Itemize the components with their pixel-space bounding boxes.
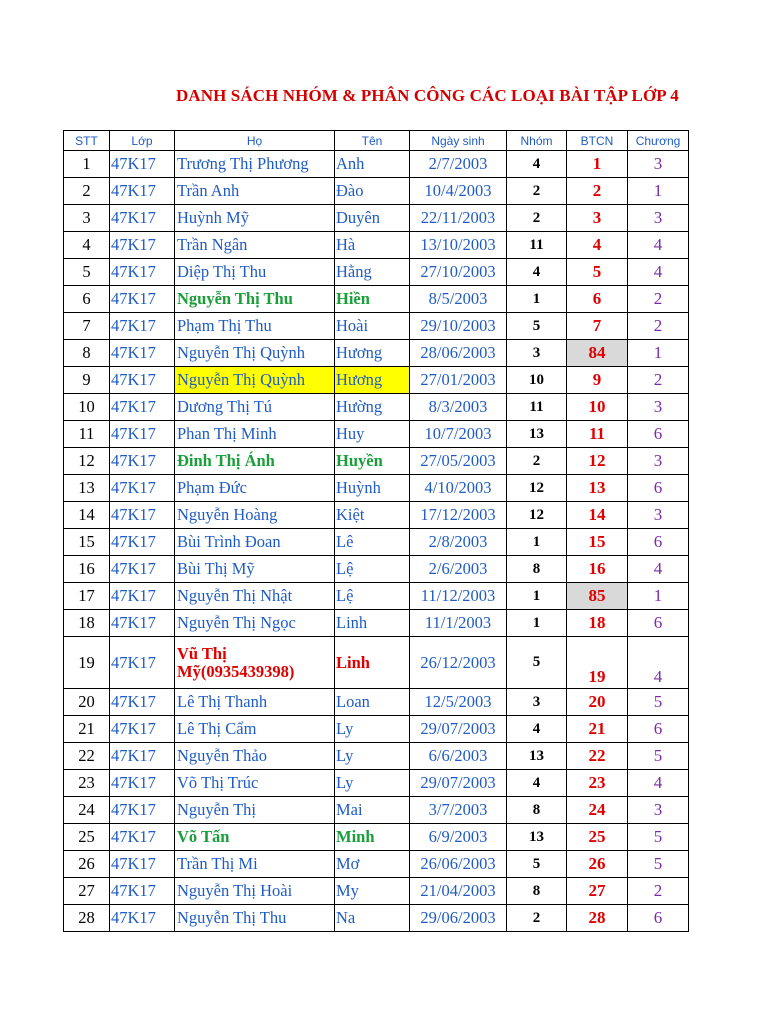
cell-ngay-sinh: 28/06/2003: [410, 340, 507, 367]
cell-ten: Duyên: [335, 205, 410, 232]
header-ho: Họ: [175, 131, 335, 151]
cell-nhom: 1: [507, 286, 567, 313]
cell-btcn: 7: [567, 313, 628, 340]
cell-ngay-sinh: 29/07/2003: [410, 716, 507, 743]
cell-chuong: 2: [628, 313, 689, 340]
cell-stt: 26: [64, 851, 110, 878]
table-row: [64, 286, 689, 313]
cell-ten: Hà: [335, 232, 410, 259]
cell-lop: 47K17: [110, 851, 175, 878]
table-row: [64, 259, 689, 286]
table-row: [64, 394, 689, 421]
cell-btcn: 25: [567, 824, 628, 851]
header-nhom: Nhóm: [507, 131, 567, 151]
cell-ngay-sinh: 27/01/2003: [410, 367, 507, 394]
cell-stt: 12: [64, 448, 110, 475]
cell-ho: Phan Thị Minh: [175, 421, 335, 448]
cell-ten: Hương: [335, 340, 410, 367]
title-container: [0, 86, 768, 114]
header-btcn: BTCN: [567, 131, 628, 151]
cell-btcn: 9: [567, 367, 628, 394]
table-row: [64, 340, 689, 367]
cell-chuong: 3: [628, 151, 689, 178]
cell-ngay-sinh: 10/4/2003: [410, 178, 507, 205]
cell-lop: 47K17: [110, 529, 175, 556]
table-row: [64, 637, 689, 689]
cell-lop: 47K17: [110, 689, 175, 716]
table-row: [64, 610, 689, 637]
cell-lop: 47K17: [110, 556, 175, 583]
cell-btcn: 22: [567, 743, 628, 770]
table-row: [64, 556, 689, 583]
header-ngay-sinh: Ngày sinh: [410, 131, 507, 151]
student-table: [63, 130, 689, 932]
cell-nhom: 13: [507, 824, 567, 851]
cell-stt: 2: [64, 178, 110, 205]
cell-stt: 6: [64, 286, 110, 313]
cell-ho: Huỳnh Mỹ: [175, 205, 335, 232]
cell-nhom: 2: [507, 205, 567, 232]
table-row: [64, 583, 689, 610]
cell-btcn: 4: [567, 232, 628, 259]
cell-ho: Diệp Thị Thu: [175, 259, 335, 286]
cell-lop: 47K17: [110, 205, 175, 232]
cell-ten: Hằng: [335, 259, 410, 286]
cell-stt: 20: [64, 689, 110, 716]
cell-stt: 4: [64, 232, 110, 259]
table-row: [64, 797, 689, 824]
table-row: [64, 448, 689, 475]
cell-chuong: 2: [628, 367, 689, 394]
cell-ngay-sinh: 2/8/2003: [410, 529, 507, 556]
cell-ten: Huy: [335, 421, 410, 448]
cell-btcn: 23: [567, 770, 628, 797]
table-row: [64, 502, 689, 529]
table-row: [64, 313, 689, 340]
cell-chuong: 2: [628, 286, 689, 313]
cell-ho: Phạm Đức: [175, 475, 335, 502]
page-title: DANH SÁCH NHÓM & PHÂN CÔNG CÁC LOẠI BÀI TẬP LỚP 4: [176, 86, 679, 105]
cell-chuong: 6: [628, 421, 689, 448]
cell-nhom: 5: [507, 637, 567, 689]
cell-chuong: 1: [628, 178, 689, 205]
cell-ho: Bùi Thị Mỹ: [175, 556, 335, 583]
cell-chuong: 6: [628, 716, 689, 743]
cell-nhom: 3: [507, 340, 567, 367]
cell-chuong: 5: [628, 689, 689, 716]
cell-nhom: 10: [507, 367, 567, 394]
header-stt: STT: [64, 131, 110, 151]
cell-lop: 47K17: [110, 151, 175, 178]
cell-btcn: 26: [567, 851, 628, 878]
cell-btcn: 24: [567, 797, 628, 824]
cell-lop: 47K17: [110, 286, 175, 313]
cell-chuong: 3: [628, 205, 689, 232]
cell-lop: 47K17: [110, 313, 175, 340]
cell-lop: 47K17: [110, 178, 175, 205]
cell-lop: 47K17: [110, 367, 175, 394]
cell-lop: 47K17: [110, 905, 175, 932]
table-row: [64, 824, 689, 851]
cell-nhom: 13: [507, 743, 567, 770]
cell-stt: 18: [64, 610, 110, 637]
cell-ho: Võ Tấn: [175, 824, 335, 851]
cell-nhom: 1: [507, 610, 567, 637]
cell-btcn: 11: [567, 421, 628, 448]
cell-ngay-sinh: 13/10/2003: [410, 232, 507, 259]
cell-btcn: 18: [567, 610, 628, 637]
cell-btcn: 85: [567, 583, 628, 610]
cell-ngay-sinh: 4/10/2003: [410, 475, 507, 502]
cell-btcn: 10: [567, 394, 628, 421]
table-row: [64, 205, 689, 232]
cell-nhom: 5: [507, 851, 567, 878]
cell-btcn: 21: [567, 716, 628, 743]
cell-stt: 16: [64, 556, 110, 583]
cell-btcn: 1: [567, 151, 628, 178]
cell-ho: Trần Ngân: [175, 232, 335, 259]
cell-stt: 3: [64, 205, 110, 232]
cell-btcn: 20: [567, 689, 628, 716]
table-row: [64, 716, 689, 743]
cell-ho: Trần Anh: [175, 178, 335, 205]
cell-ho: Trương Thị Phương: [175, 151, 335, 178]
cell-ngay-sinh: 6/9/2003: [410, 824, 507, 851]
cell-stt: 8: [64, 340, 110, 367]
cell-stt: 15: [64, 529, 110, 556]
cell-stt: 13: [64, 475, 110, 502]
cell-chuong: 6: [628, 475, 689, 502]
cell-btcn: 3: [567, 205, 628, 232]
cell-chuong: 3: [628, 797, 689, 824]
cell-nhom: 3: [507, 689, 567, 716]
cell-ten: Hoài: [335, 313, 410, 340]
cell-chuong: 1: [628, 583, 689, 610]
header-chuong: Chương: [628, 131, 689, 151]
header-lop: Lớp: [110, 131, 175, 151]
cell-ten: My: [335, 878, 410, 905]
cell-nhom: 5: [507, 313, 567, 340]
cell-chuong: 2: [628, 878, 689, 905]
cell-chuong: 4: [628, 232, 689, 259]
cell-chuong: 4: [628, 637, 689, 689]
cell-btcn: 2: [567, 178, 628, 205]
cell-lop: 47K17: [110, 878, 175, 905]
cell-stt: 1: [64, 151, 110, 178]
cell-ngay-sinh: 12/5/2003: [410, 689, 507, 716]
table-row: [64, 851, 689, 878]
cell-lop: 47K17: [110, 583, 175, 610]
cell-lop: 47K17: [110, 637, 175, 689]
cell-btcn: 19: [567, 637, 628, 689]
cell-ho: Võ Thị Trúc: [175, 770, 335, 797]
table-row: [64, 421, 689, 448]
cell-ten: Ly: [335, 716, 410, 743]
cell-chuong: 3: [628, 394, 689, 421]
cell-lop: 47K17: [110, 340, 175, 367]
table-row: [64, 178, 689, 205]
cell-ngay-sinh: 17/12/2003: [410, 502, 507, 529]
cell-ngay-sinh: 3/7/2003: [410, 797, 507, 824]
cell-lop: 47K17: [110, 770, 175, 797]
header-row: [64, 131, 689, 151]
cell-ten: Kiệt: [335, 502, 410, 529]
cell-chuong: 5: [628, 851, 689, 878]
cell-ten: Linh: [335, 610, 410, 637]
cell-ngay-sinh: 6/6/2003: [410, 743, 507, 770]
cell-ho: Trần Thị Mi: [175, 851, 335, 878]
cell-chuong: 1: [628, 340, 689, 367]
cell-stt: 24: [64, 797, 110, 824]
cell-chuong: 6: [628, 529, 689, 556]
header-ten: Tên: [335, 131, 410, 151]
cell-lop: 47K17: [110, 716, 175, 743]
cell-chuong: 4: [628, 556, 689, 583]
cell-stt: 25: [64, 824, 110, 851]
cell-chuong: 3: [628, 502, 689, 529]
table-row: [64, 529, 689, 556]
cell-nhom: 2: [507, 448, 567, 475]
cell-ten: Hương: [335, 367, 410, 394]
cell-ho: Phạm Thị Thu: [175, 313, 335, 340]
cell-ngay-sinh: 22/11/2003: [410, 205, 507, 232]
cell-ten: Đào: [335, 178, 410, 205]
cell-nhom: 11: [507, 232, 567, 259]
table-row: [64, 367, 689, 394]
cell-ngay-sinh: 29/07/2003: [410, 770, 507, 797]
cell-btcn: 28: [567, 905, 628, 932]
table-row: [64, 151, 689, 178]
cell-ngay-sinh: 26/12/2003: [410, 637, 507, 689]
table-row: [64, 905, 689, 932]
cell-ngay-sinh: 11/12/2003: [410, 583, 507, 610]
cell-nhom: 13: [507, 421, 567, 448]
cell-ten: Lệ: [335, 583, 410, 610]
cell-nhom: 4: [507, 259, 567, 286]
cell-ho: Nguyễn Thị Quỳnh: [175, 340, 335, 367]
cell-stt: 23: [64, 770, 110, 797]
cell-lop: 47K17: [110, 610, 175, 637]
table-row: [64, 770, 689, 797]
cell-ten: Na: [335, 905, 410, 932]
cell-stt: 9: [64, 367, 110, 394]
cell-ho: Dương Thị Tú: [175, 394, 335, 421]
cell-nhom: 4: [507, 770, 567, 797]
cell-nhom: 2: [507, 905, 567, 932]
table-body: [64, 151, 689, 932]
cell-btcn: 84: [567, 340, 628, 367]
cell-btcn: 27: [567, 878, 628, 905]
cell-ten: Hiền: [335, 286, 410, 313]
cell-nhom: 8: [507, 556, 567, 583]
cell-stt: 14: [64, 502, 110, 529]
cell-chuong: 4: [628, 770, 689, 797]
cell-nhom: 12: [507, 502, 567, 529]
cell-ho: Lê Thị Thanh: [175, 689, 335, 716]
table-row: [64, 232, 689, 259]
cell-chuong: 5: [628, 824, 689, 851]
cell-lop: 47K17: [110, 259, 175, 286]
cell-ho: Nguyễn Hoàng: [175, 502, 335, 529]
cell-stt: 10: [64, 394, 110, 421]
cell-btcn: 16: [567, 556, 628, 583]
cell-ten: Anh: [335, 151, 410, 178]
cell-nhom: 1: [507, 529, 567, 556]
cell-lop: 47K17: [110, 232, 175, 259]
cell-stt: 19: [64, 637, 110, 689]
cell-nhom: 11: [507, 394, 567, 421]
cell-chuong: 5: [628, 743, 689, 770]
cell-ngay-sinh: 27/05/2003: [410, 448, 507, 475]
cell-nhom: 8: [507, 797, 567, 824]
cell-ten: Mơ: [335, 851, 410, 878]
cell-ngay-sinh: 26/06/2003: [410, 851, 507, 878]
cell-ho: Lê Thị Cẩm: [175, 716, 335, 743]
cell-lop: 47K17: [110, 824, 175, 851]
cell-lop: 47K17: [110, 421, 175, 448]
cell-chuong: 3: [628, 448, 689, 475]
cell-ten: Ly: [335, 743, 410, 770]
cell-ho: Nguyễn Thị Ngọc: [175, 610, 335, 637]
cell-stt: 21: [64, 716, 110, 743]
cell-stt: 28: [64, 905, 110, 932]
cell-stt: 17: [64, 583, 110, 610]
cell-ho: Nguyễn Thị Nhật: [175, 583, 335, 610]
cell-lop: 47K17: [110, 797, 175, 824]
cell-ten: Linh: [335, 637, 410, 689]
cell-ten: Mai: [335, 797, 410, 824]
cell-chuong: 6: [628, 905, 689, 932]
cell-chuong: 6: [628, 610, 689, 637]
cell-btcn: 5: [567, 259, 628, 286]
cell-stt: 5: [64, 259, 110, 286]
cell-ngay-sinh: 8/3/2003: [410, 394, 507, 421]
cell-stt: 27: [64, 878, 110, 905]
cell-lop: 47K17: [110, 394, 175, 421]
cell-ho: Nguyễn Thị Thu: [175, 905, 335, 932]
cell-lop: 47K17: [110, 475, 175, 502]
cell-ten: Huỳnh: [335, 475, 410, 502]
cell-ngay-sinh: 2/6/2003: [410, 556, 507, 583]
cell-ngay-sinh: 11/1/2003: [410, 610, 507, 637]
cell-nhom: 8: [507, 878, 567, 905]
cell-nhom: 4: [507, 151, 567, 178]
cell-lop: 47K17: [110, 502, 175, 529]
cell-btcn: 15: [567, 529, 628, 556]
cell-chuong: 4: [628, 259, 689, 286]
cell-stt: 11: [64, 421, 110, 448]
table-row: [64, 743, 689, 770]
cell-nhom: 1: [507, 583, 567, 610]
cell-ngay-sinh: 2/7/2003: [410, 151, 507, 178]
cell-ngay-sinh: 10/7/2003: [410, 421, 507, 448]
cell-ngay-sinh: 8/5/2003: [410, 286, 507, 313]
cell-ho: Nguyễn Thị Hoài: [175, 878, 335, 905]
cell-ngay-sinh: 27/10/2003: [410, 259, 507, 286]
cell-ho: Vũ Thị Mỹ(0935439398): [175, 637, 335, 689]
cell-ho: Nguyễn Thị Thu: [175, 286, 335, 313]
cell-ho: Nguyễn Thị Quỳnh: [175, 367, 335, 394]
cell-ngay-sinh: 29/10/2003: [410, 313, 507, 340]
cell-ngay-sinh: 21/04/2003: [410, 878, 507, 905]
table-row: [64, 475, 689, 502]
cell-ten: Minh: [335, 824, 410, 851]
cell-btcn: 13: [567, 475, 628, 502]
cell-ten: Ly: [335, 770, 410, 797]
cell-ho: Nguyễn Thị: [175, 797, 335, 824]
cell-btcn: 12: [567, 448, 628, 475]
cell-stt: 22: [64, 743, 110, 770]
cell-stt: 7: [64, 313, 110, 340]
cell-nhom: 4: [507, 716, 567, 743]
cell-ho: Nguyễn Thảo: [175, 743, 335, 770]
cell-btcn: 6: [567, 286, 628, 313]
cell-nhom: 2: [507, 178, 567, 205]
table-row: [64, 689, 689, 716]
cell-ngay-sinh: 29/06/2003: [410, 905, 507, 932]
cell-ten: Hường: [335, 394, 410, 421]
cell-lop: 47K17: [110, 448, 175, 475]
cell-ten: Loan: [335, 689, 410, 716]
cell-lop: 47K17: [110, 743, 175, 770]
cell-ten: Lê: [335, 529, 410, 556]
cell-ho: Bùi Trình Đoan: [175, 529, 335, 556]
cell-ten: Lệ: [335, 556, 410, 583]
cell-btcn: 14: [567, 502, 628, 529]
cell-nhom: 12: [507, 475, 567, 502]
cell-ten: Huyền: [335, 448, 410, 475]
table-row: [64, 878, 689, 905]
cell-ho: Đinh Thị Ánh: [175, 448, 335, 475]
